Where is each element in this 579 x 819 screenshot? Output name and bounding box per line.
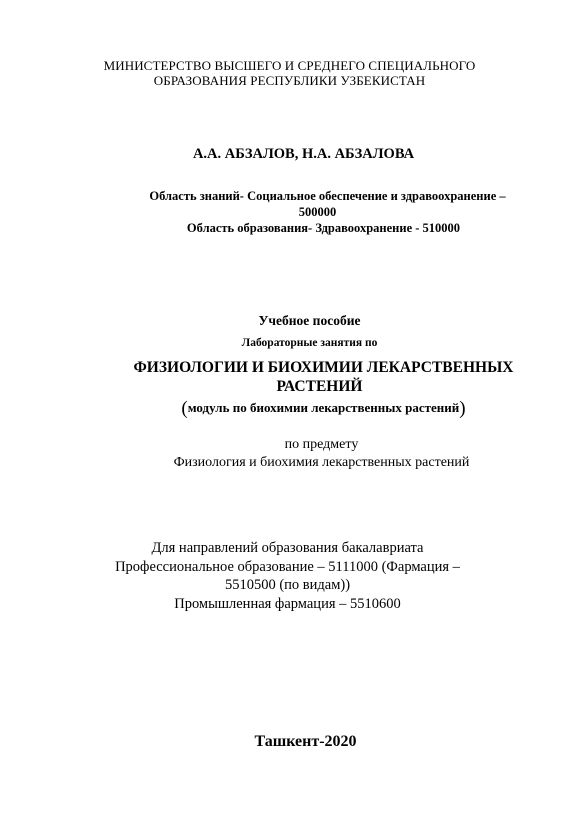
- subject-name: Физиология и биохимия лекарственных растений: [173, 455, 470, 470]
- labs-subtitle: Лабораторные занятия по: [241, 337, 378, 349]
- ministry-line-1: МИНИСТЕРСТВО ВЫСШЕГО И СРЕДНЕГО СПЕЦИАЛЬНОГО: [103, 58, 476, 73]
- authors: А.А. АБЗАЛОВ, Н.А. АБЗАЛОВА: [192, 146, 415, 162]
- open-paren: (: [181, 398, 188, 419]
- direction-line-4: Промышленная фармация – 5510600: [174, 596, 401, 612]
- main-title-line-2: РАСТЕНИЙ: [276, 378, 363, 395]
- subject-label: по предмету: [284, 437, 359, 452]
- close-paren: ): [459, 398, 466, 419]
- main-title-line-1: ФИЗИОЛОГИИ И БИОХИМИИ ЛЕКАРСТВЕННЫХ: [133, 359, 514, 376]
- education-field: Область образования- Здравоохранение - 510000: [186, 221, 461, 235]
- module-text: модуль по биохимии лекарственных растений: [187, 400, 460, 415]
- direction-line-1: Для направлений образования бакалавриата: [151, 540, 424, 556]
- city-year: Ташкент-2020: [254, 733, 357, 750]
- document-type: Учебное пособие: [258, 313, 361, 328]
- knowledge-field-line-1: Область знаний- Социальное обеспечение и здравоохранение –: [149, 189, 506, 203]
- direction-line-3: 5510500 (по видам)): [224, 577, 351, 593]
- ministry-line-2: ОБРАЗОВАНИЯ РЕСПУБЛИКИ УЗБЕКИСТАН: [153, 73, 426, 88]
- direction-line-2: Профессиональное образование – 5111000 (Фармация –: [115, 559, 460, 575]
- module-subtitle: [34, 398, 579, 420]
- knowledge-field-line-2: 500000: [298, 205, 337, 219]
